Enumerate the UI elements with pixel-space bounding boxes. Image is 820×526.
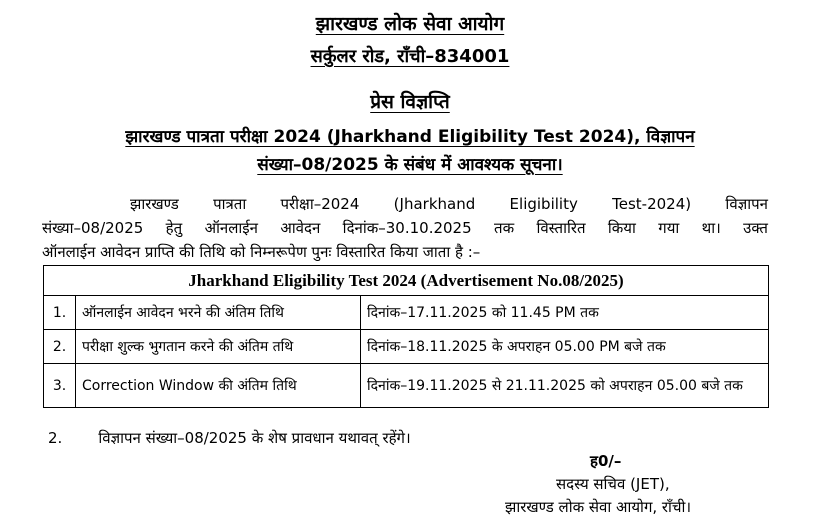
row-label: परीक्षा शुल्क भुगतान करने की अंतिम तथि [76, 330, 361, 364]
table-row [44, 296, 769, 330]
row-value: दिनांक–17.11.2025 को 11.45 PM तक [361, 296, 769, 330]
point-2-number: 2. [48, 429, 63, 447]
point-2 [48, 428, 411, 448]
row-number: 3. [44, 364, 76, 408]
row-label: ऑनलाईन आवेदन भरने की अंतिम तिथि [76, 296, 361, 330]
organization-address: सर्कुलर रोड, राँची–834001 [310, 46, 510, 67]
table-header-row [44, 266, 769, 296]
point-2-text: विज्ञापन संख्या–08/2025 के शेष प्रावधान यथावत् रहेंगे। [98, 429, 411, 447]
organization-name: झारखण्ड लोक सेवा आयोग [315, 13, 505, 35]
body-paragraph-line-3: ऑनलाईन आवेदन प्राप्ति की तिथि को निम्नरूपेण पुनः विस्तारित किया जाता है :– [42, 243, 481, 261]
row-label: Correction Window की अंतिम तिथि [76, 364, 361, 408]
signatory-designation: सदस्य सचिव (JET), [556, 475, 670, 493]
signature-mark: ह0/– [590, 452, 622, 470]
row-number: 2. [44, 330, 76, 364]
row-value: दिनांक–19.11.2025 से 21.11.2025 को अपराहन 05.00 बजे तक [361, 364, 769, 408]
signatory-office: झारखण्ड लोक सेवा आयोग, राँची। [505, 498, 692, 516]
body-paragraph-line-2: संख्या–08/2025 हेतु ऑनलाईन आवेदन दिनांक–30.10.2025 तक विस्तारित किया गया था। उक्त [42, 219, 768, 237]
row-number: 1. [44, 296, 76, 330]
body-paragraph-line-1: झारखण्ड पात्रता परीक्षा–2024 (Jharkhand Eligibility Test-2024) विज्ञापन [130, 195, 768, 213]
press-release-title: प्रेस विज्ञप्ति [370, 91, 450, 113]
row-value: दिनांक–18.11.2025 के अपराहन 05.00 PM बजे तक [361, 330, 769, 364]
table-row [44, 364, 769, 408]
subject-line-1: झारखण्ड पात्रता परीक्षा 2024 (Jharkhand Eligibility Test 2024), विज्ञापन [125, 127, 695, 147]
schedule-table [43, 265, 769, 408]
table-title: Jharkhand Eligibility Test 2024 (Advertisement No.08/2025) [44, 266, 769, 296]
subject-line-2: संख्या–08/2025 के संबंध में आवश्यक सूचना। [257, 155, 563, 175]
table-row [44, 330, 769, 364]
